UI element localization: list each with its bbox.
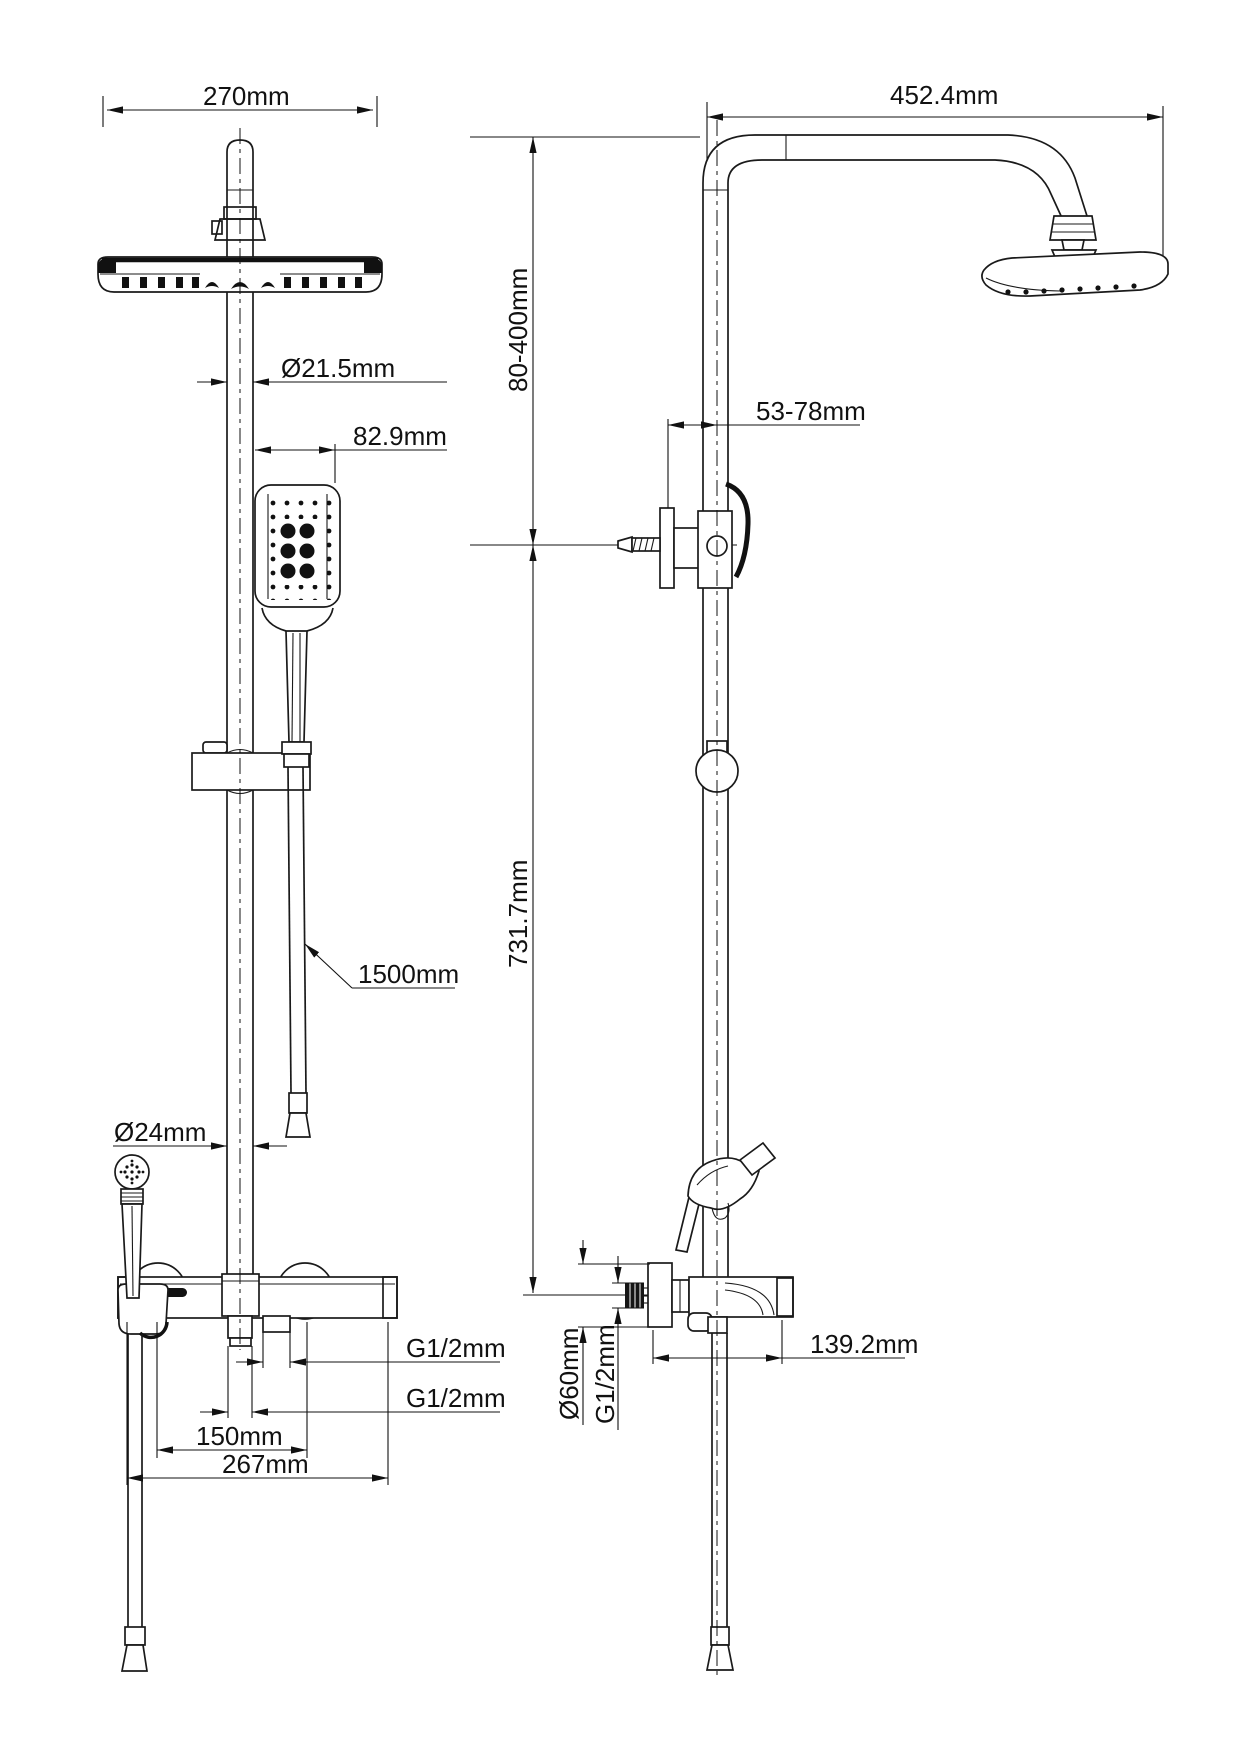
dim-label-inlet-thread-side: G1/2mm	[590, 1324, 620, 1424]
arm-inner-edge	[728, 160, 1062, 218]
dim-label-upper-pipe-diameter: Ø21.5mm	[281, 353, 396, 383]
dim-label-wall-distance: 53-78mm	[756, 396, 866, 426]
head-collar-side	[1062, 240, 1084, 250]
dim-wall-distance	[668, 396, 866, 508]
hose-collar-side	[711, 1627, 729, 1645]
leader-hose-length	[305, 944, 459, 989]
hose-end-collar	[289, 1093, 307, 1113]
dim-inlet-thread-side	[590, 1256, 644, 1430]
side-view	[470, 80, 1168, 1676]
bracket-clamp	[674, 528, 700, 568]
sprayer-hose-front	[122, 1334, 147, 1671]
dim-upper-pipe-diameter	[197, 353, 447, 383]
dim-label-arm-reach: 452.4mm	[890, 80, 999, 110]
head-end-cap-left	[98, 258, 116, 273]
hose-end-fitting	[286, 1113, 310, 1137]
dim-label-inlet-thread-front: G1/2mm	[406, 1383, 506, 1413]
front-view	[98, 81, 506, 1671]
dim-label-outlet-thread-shower: G1/2mm	[406, 1333, 506, 1363]
dim-label-lower-pipe-diameter: Ø24mm	[114, 1117, 207, 1147]
clamp-lock-tab	[203, 742, 227, 753]
slide-rail-clamp-front	[192, 742, 311, 794]
shower-head-side	[982, 252, 1168, 296]
dim-label-mixer-depth: 139.2mm	[810, 1329, 919, 1359]
hose-nut	[284, 754, 309, 767]
handle-flare-left	[262, 608, 286, 631]
dim-height-adjust-range	[470, 137, 737, 545]
sprayer-holder-cup	[118, 1284, 168, 1334]
hose-fitting-side	[707, 1645, 733, 1670]
mixer-valve-side	[625, 1263, 793, 1333]
dim-label-escutcheon-diameter: Ø60mm	[554, 1327, 584, 1420]
sprayer-hose-collar	[125, 1627, 145, 1645]
dim-label-hand-shower-width: 82.9mm	[353, 421, 447, 451]
wall-escutcheon	[648, 1263, 672, 1327]
hand-shower-hose-front	[286, 767, 310, 1137]
hand-shower-handle	[286, 631, 307, 742]
dim-head-width	[103, 81, 377, 127]
shower-column-side	[703, 135, 1087, 1277]
head-end-cap-right	[364, 258, 382, 273]
handle-flare-right	[307, 608, 333, 631]
dim-label-height-adjust-range: 80-400mm	[503, 267, 533, 392]
bidet-sprayer-front	[115, 1155, 168, 1337]
bidet-sprayer-side	[676, 1143, 775, 1252]
dim-label-column-height: 731.7mm	[503, 859, 533, 968]
wall-screw	[618, 537, 660, 552]
dim-label-hose-length: 1500mm	[358, 959, 460, 989]
hose-side	[707, 1333, 733, 1670]
hand-shower-connector	[282, 742, 311, 754]
hand-shower-front	[255, 485, 340, 742]
outlet-stub-right	[263, 1316, 290, 1332]
head-nut-side	[1050, 216, 1096, 240]
dim-hand-shower-width	[255, 421, 447, 483]
dim-mixer-width	[127, 1322, 388, 1485]
dim-outlet-thread-shower	[236, 1332, 506, 1368]
arm-outer-edge	[703, 135, 1087, 216]
sprayer-hose-fitting	[122, 1645, 147, 1671]
dim-lower-pipe-diameter	[113, 1117, 287, 1147]
bracket-wall-plate	[660, 508, 674, 588]
dim-label-head-width: 270mm	[203, 81, 290, 111]
dim-label-valve-spacing: 150mm	[196, 1421, 283, 1451]
overhead-shower-side	[982, 216, 1168, 296]
dim-column-height	[503, 545, 700, 1295]
dim-label-mixer-width: 267mm	[222, 1449, 309, 1479]
